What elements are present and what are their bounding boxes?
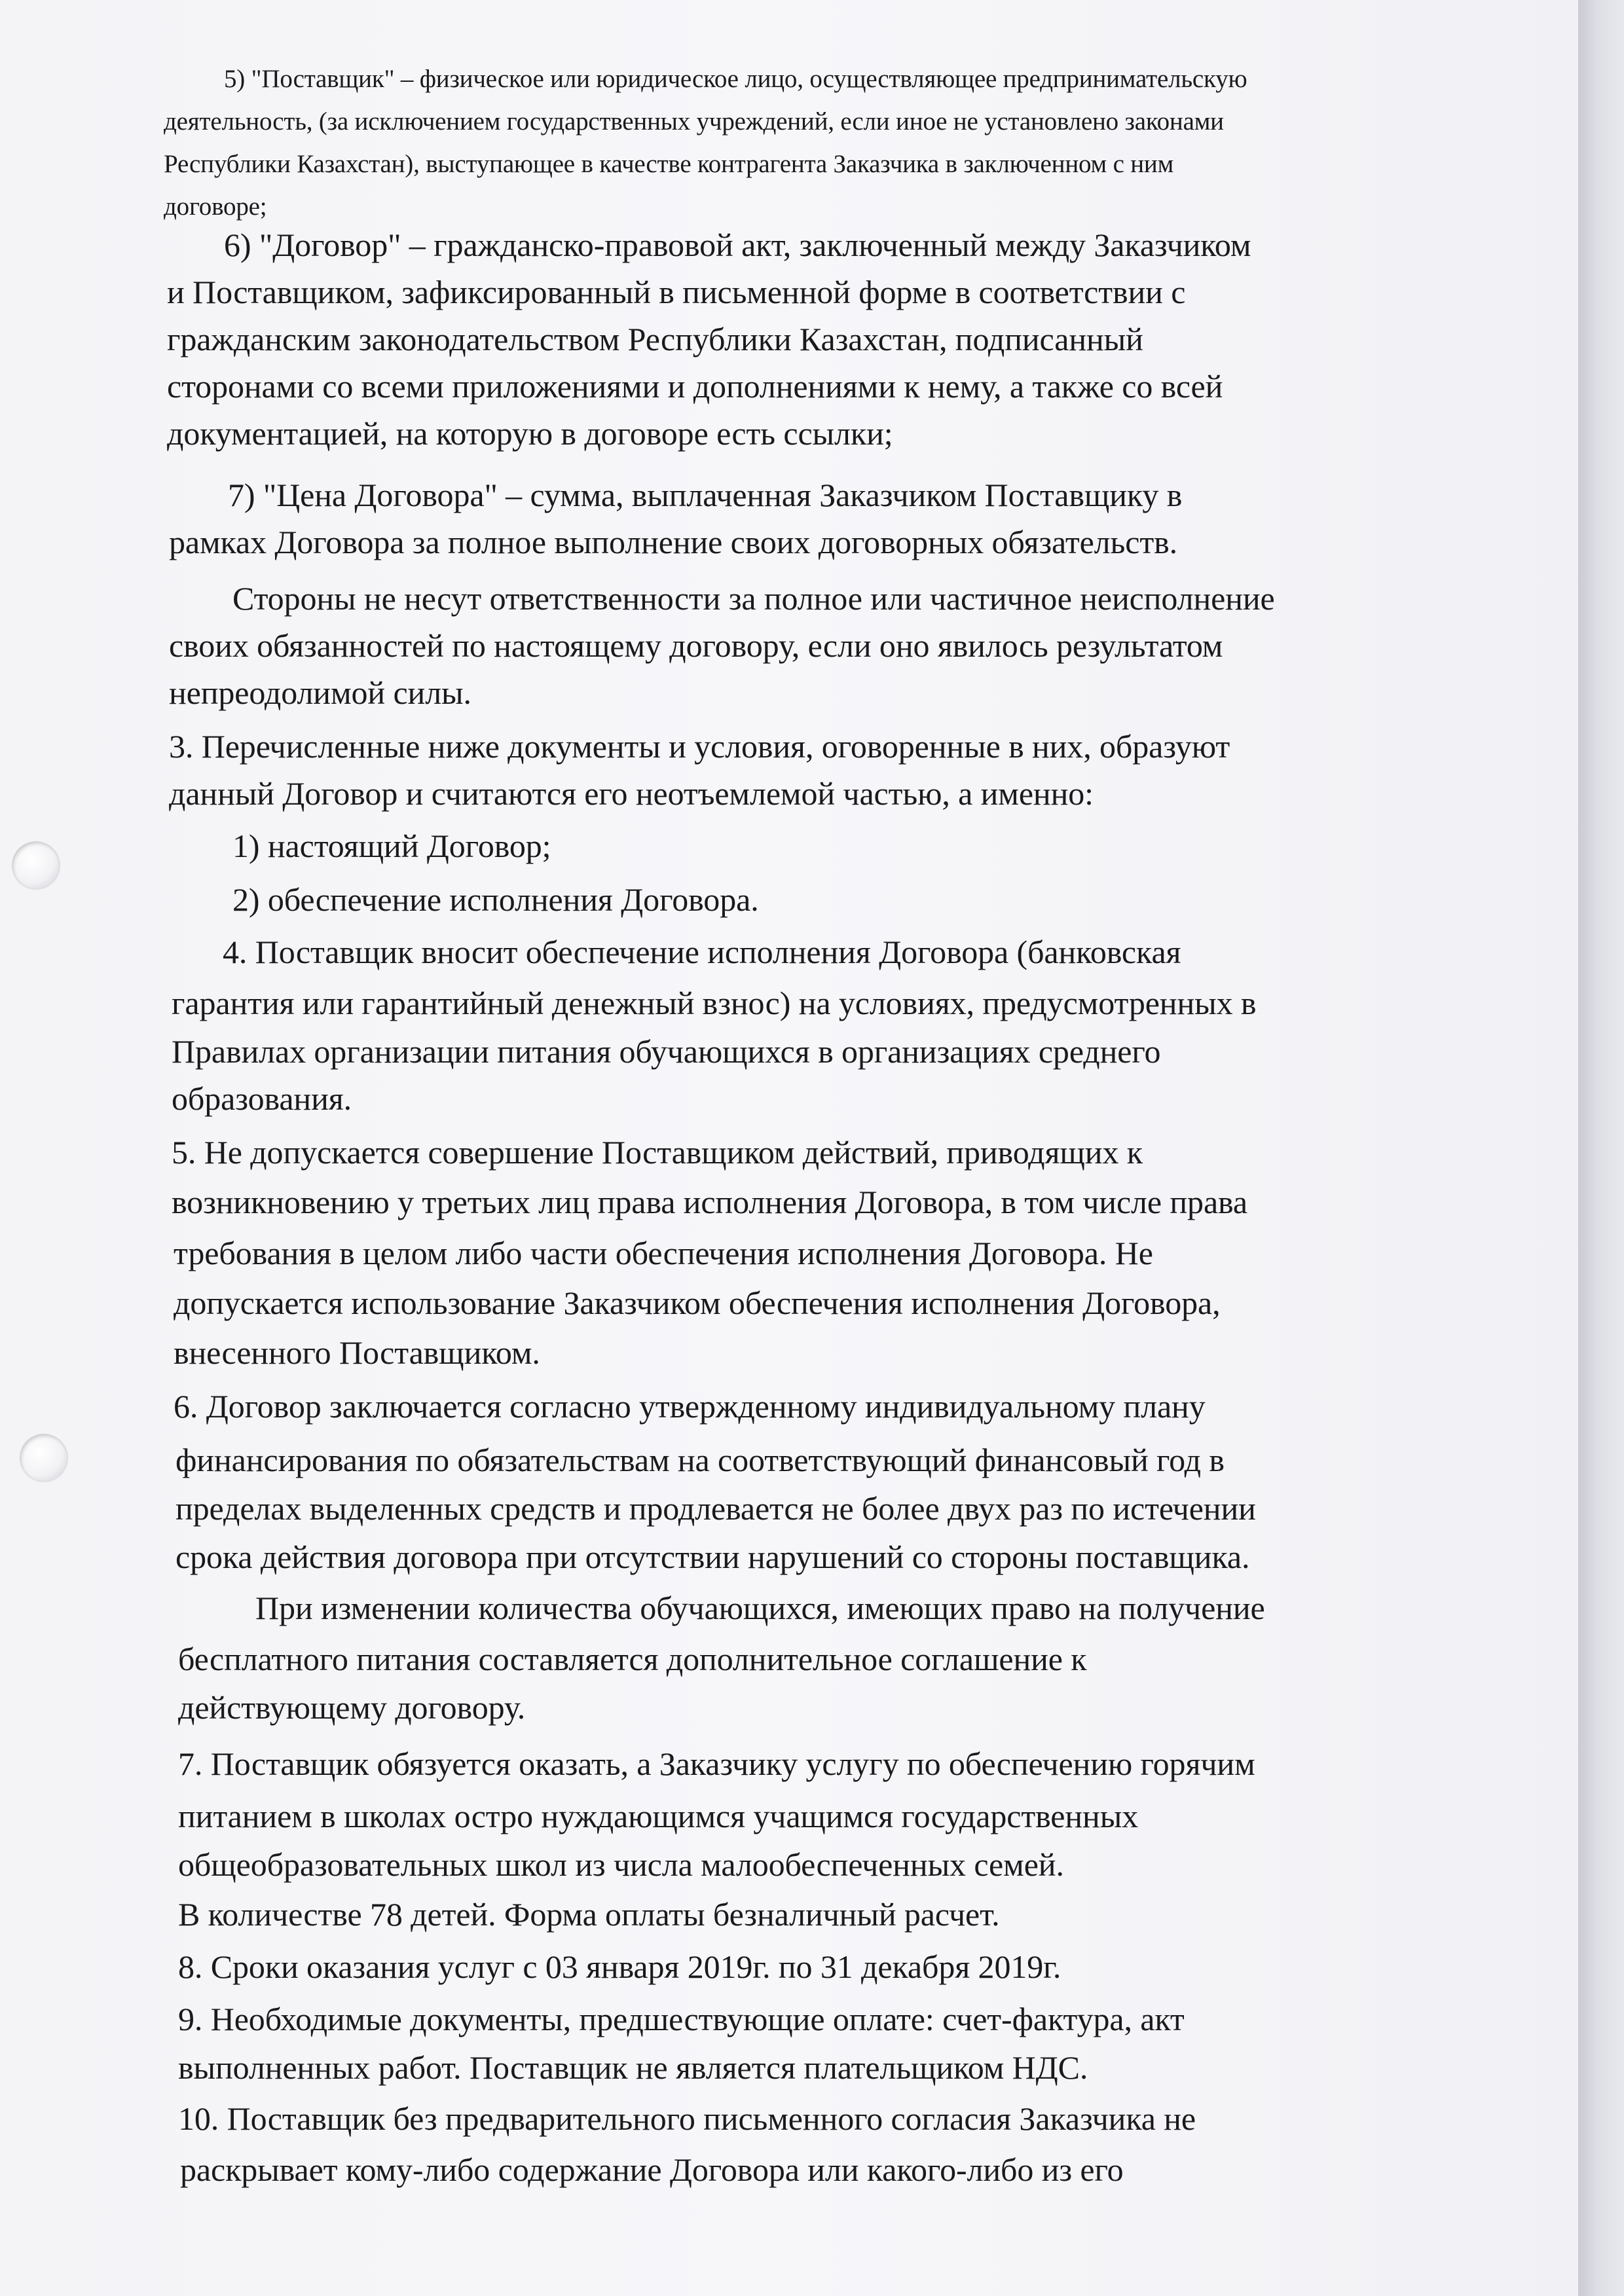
line-sec-7-3: общеобразовательных школ из числа малообеспеченных семей.: [178, 1846, 1064, 1883]
line-sec-4-1: 4. Поставщик вносит обеспечение исполнения Договора (банковская: [223, 934, 1181, 970]
line-sec-7-1: 7. Поставщик обязуется оказать, а Заказчику услугу по обеспечению горячим: [178, 1745, 1255, 1782]
line-sec-5-2: возникновению у третьих лиц права исполнения Договора, в том числе права: [172, 1184, 1247, 1220]
line-sec-7-2: питанием в школах остро нуждающимся учащимся государственных: [178, 1798, 1139, 1834]
line-sec-10-1: 10. Поставщик без предварительного письменного согласия Заказчика не: [178, 2100, 1196, 2137]
line-force-1: Стороны не несут ответственности за полное или частичное неисполнение: [232, 580, 1275, 617]
line-sec-10-2: раскрывает кому-либо содержание Договора или какого-либо из его: [180, 2151, 1124, 2188]
line-def-5-1: 5) "Поставщик" – физическое или юридическое лицо, осуществляющее предпринимательскую: [224, 65, 1247, 93]
line-def-6-1: 6) "Договор" – гражданско-правовой акт, заключенный между Заказчиком: [224, 227, 1251, 263]
line-sec-6-4: срока действия договора при отсутствии нарушений со стороны поставщика.: [175, 1539, 1250, 1575]
line-sec-3-1: 3. Перечисленные ниже документы и условия, оговоренные в них, образуют: [169, 728, 1230, 765]
line-sec-3-item-2: 2) обеспечение исполнения Договора.: [232, 881, 759, 918]
line-force-2: своих обязанностей по настоящему договору, если оно явилось результатом: [169, 627, 1223, 664]
line-force-3: непреодолимой силы.: [169, 674, 471, 711]
line-def-6-4: сторонами со всеми приложениями и дополнениями к нему, а также со всей: [167, 368, 1223, 405]
line-sec-6-7: действующему договору.: [178, 1689, 526, 1726]
line-def-5-4: договоре;: [164, 192, 267, 221]
line-sec-9-2: выполненных работ. Поставщик не является плательщиком НДС.: [178, 2049, 1088, 2086]
line-sec-5-1: 5. Не допускается совершение Поставщиком действий, приводящих к: [172, 1134, 1143, 1171]
line-sec-8: 8. Сроки оказания услуг с 03 января 2019г. по 31 декабря 2019г.: [178, 1948, 1061, 1985]
line-sec-5-5: внесенного Поставщиком.: [174, 1334, 540, 1371]
line-def-7-2: рамках Договора за полное выполнение своих договорных обязательств.: [169, 524, 1177, 560]
line-def-5-2: деятельность, (за исключением государственных учреждений, если иное не установлено законами: [164, 107, 1224, 136]
line-sec-9-1: 9. Необходимые документы, предшествующие оплате: счет-фактура, акт: [178, 2001, 1185, 2037]
line-sec-6-1: 6. Договор заключается согласно утвержденному индивидуальному плану: [174, 1388, 1206, 1425]
line-def-6-5: документацией, на которую в договоре есть ссылки;: [167, 415, 893, 452]
line-sec-6-6: бесплатного питания составляется дополнительное соглашение к: [178, 1641, 1087, 1677]
line-def-5-3: Республики Казахстан), выступающее в качестве контрагента Заказчика в заключенном с ним: [164, 150, 1174, 178]
line-sec-3-2: данный Договор и считаются его неотъемлемой частью, а именно:: [169, 775, 1094, 812]
line-sec-6-5: При изменении количества обучающихся, имеющих право на получение: [255, 1590, 1265, 1626]
line-sec-4-2: гарантия или гарантийный денежный взнос) на условиях, предусмотренных в: [172, 985, 1257, 1021]
line-sec-6-2: финансирования по обязательствам на соответствующий финансовый год в: [175, 1442, 1225, 1478]
line-sec-7-4: В количестве 78 детей. Форма оплаты безналичный расчет.: [178, 1896, 1000, 1933]
line-def-6-2: и Поставщиком, зафиксированный в письменной форме в соответствии с: [167, 274, 1186, 310]
line-sec-5-3: требования в целом либо части обеспечения исполнения Договора. Не: [174, 1235, 1153, 1271]
line-sec-4-4: образования.: [172, 1080, 352, 1117]
line-def-7-1: 7) "Цена Договора" – сумма, выплаченная Заказчиком Поставщику в: [228, 477, 1183, 513]
line-sec-6-3: пределах выделенных средств и продлевается не более двух раз по истечении: [175, 1490, 1256, 1527]
line-sec-4-3: Правилах организации питания обучающихся в организациях среднего: [172, 1033, 1161, 1070]
line-sec-3-item-1: 1) настоящий Договор;: [232, 828, 551, 864]
line-sec-5-4: допускается использование Заказчиком обеспечения исполнения Договора,: [174, 1285, 1221, 1321]
page-edge-shadow: [1578, 0, 1624, 2296]
line-def-6-3: гражданским законодательством Республики Казахстан, подписанный: [167, 321, 1143, 357]
